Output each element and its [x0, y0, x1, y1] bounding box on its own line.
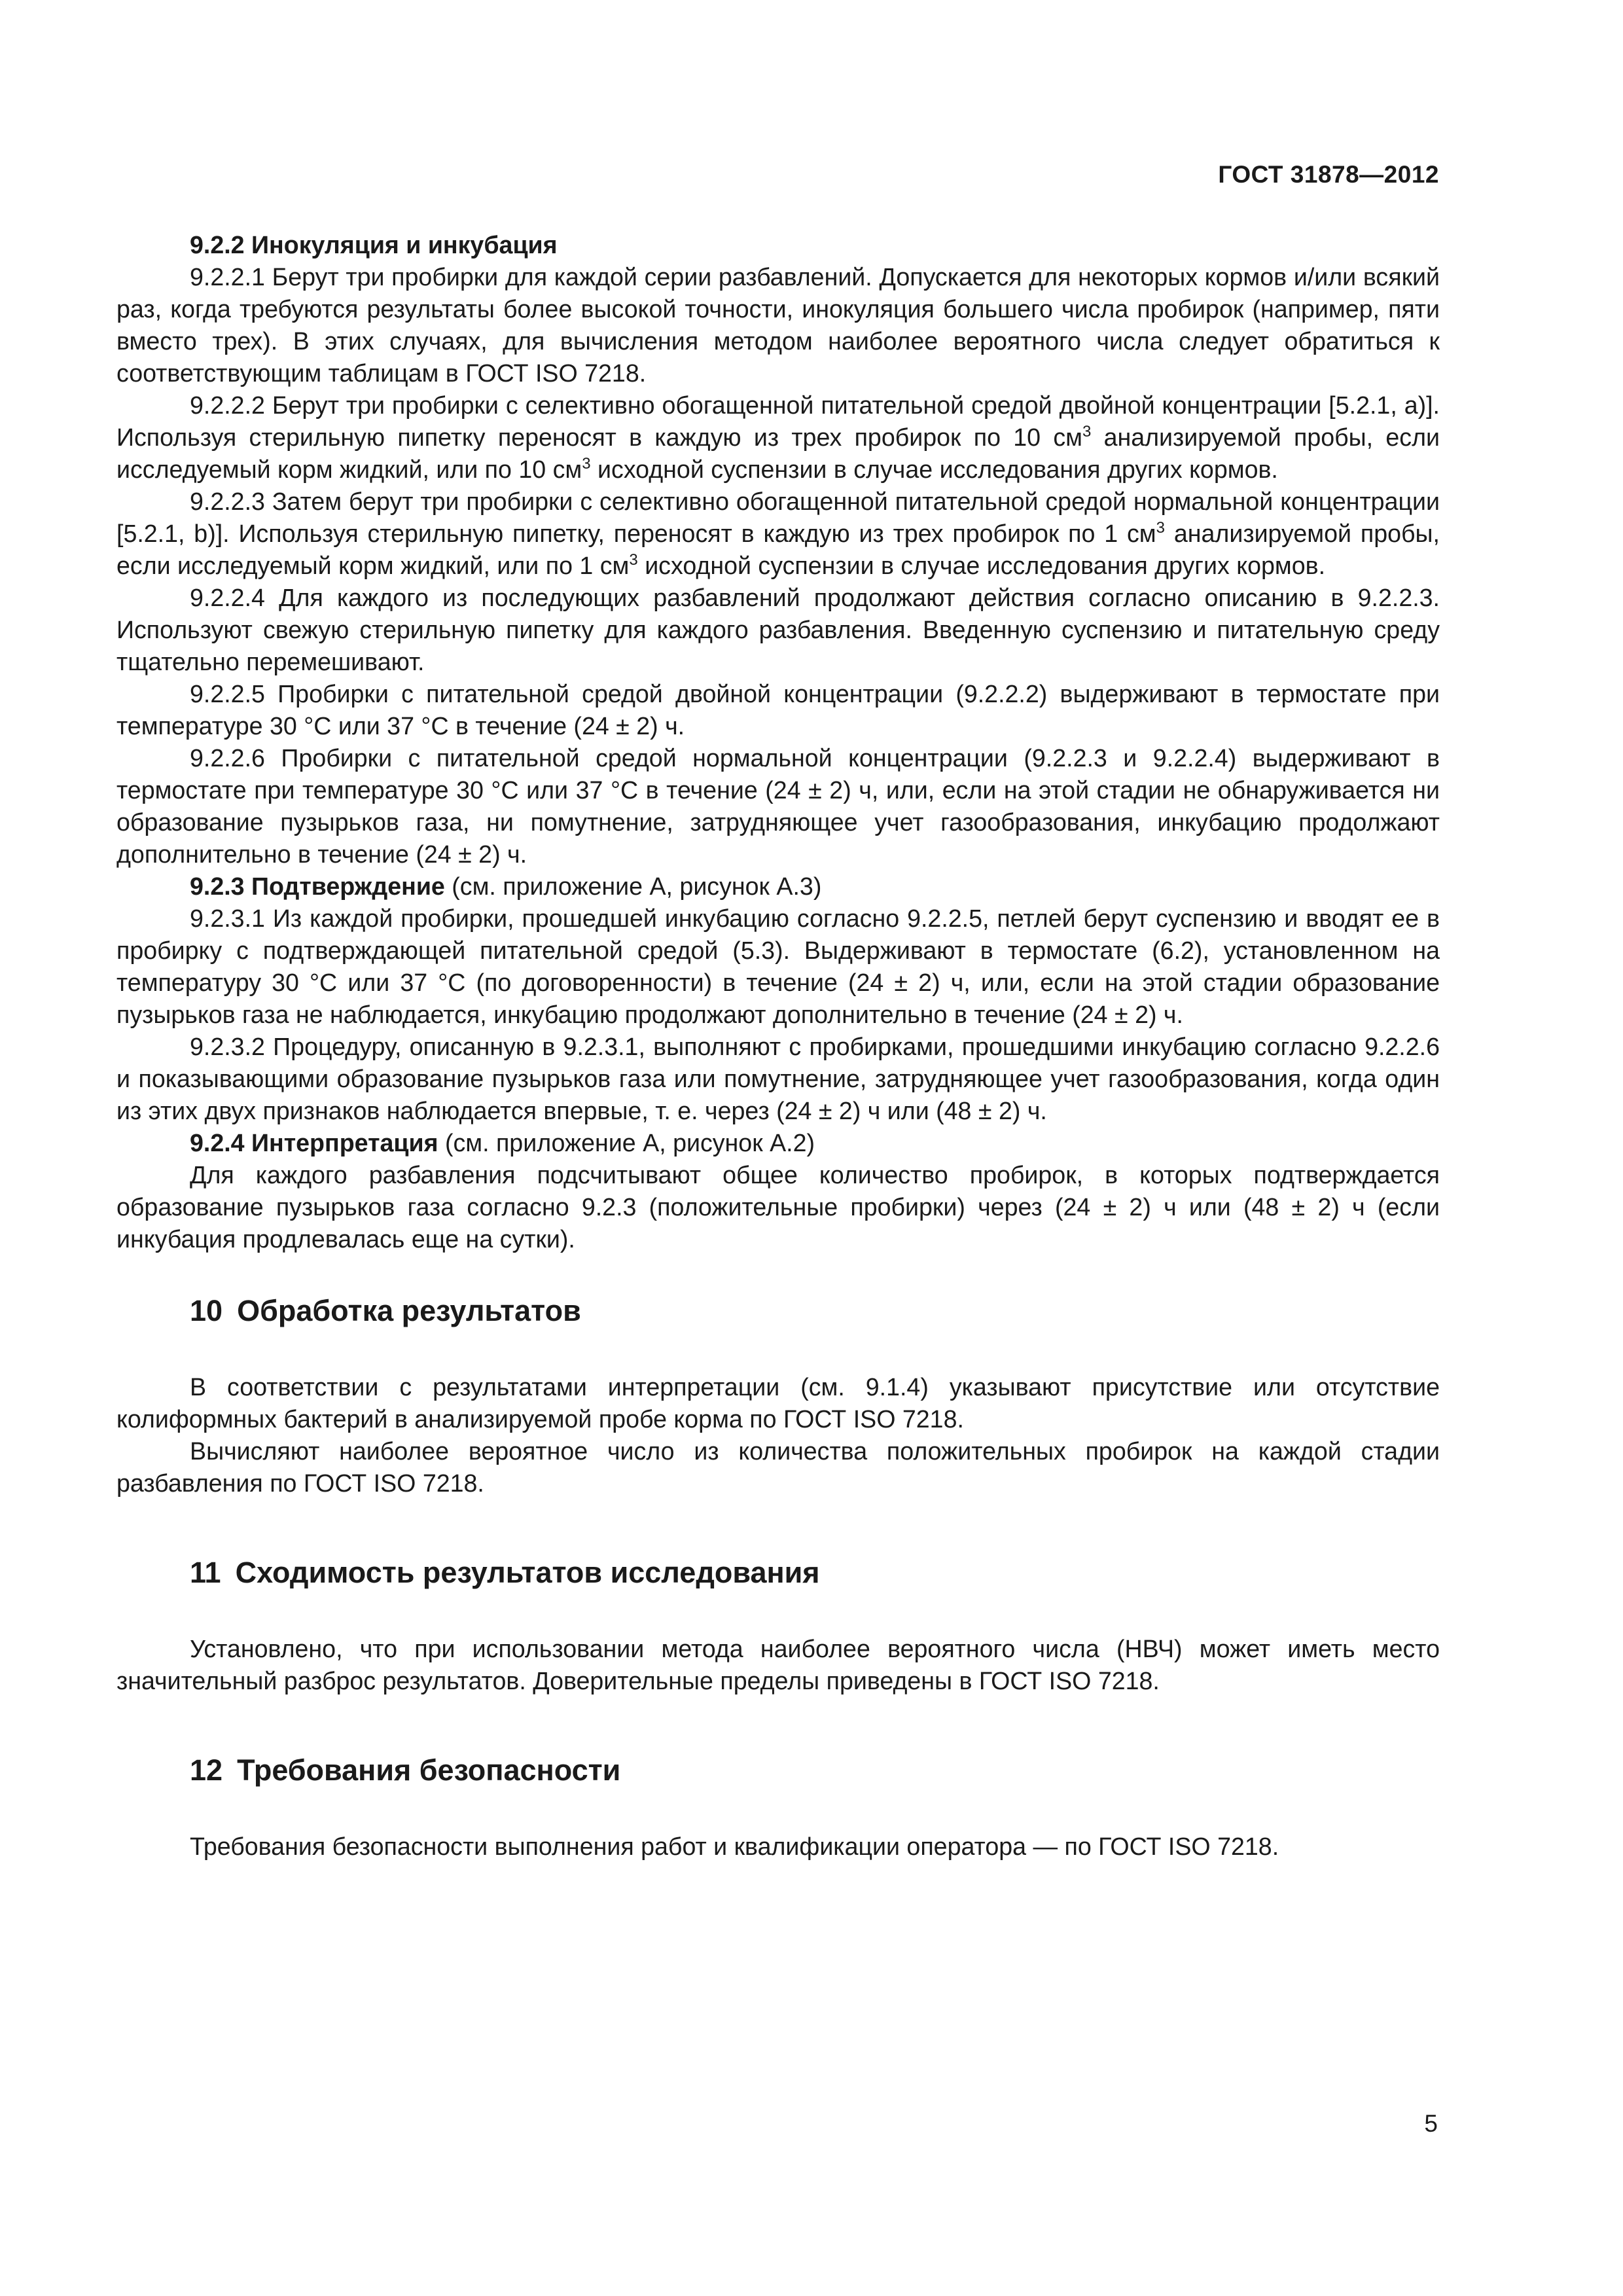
paragraph-9-2-3-2: 9.2.3.2 Процедуру, описанную в 9.2.3.1, выполняют с пробирками, прошедшими инкубацию согласно 9.2.2.6 и показывающими образование пузырьков газа или помутнение, затрудняющее учет газообразования, когда один из этих двух признаков наблюдается впервые, т. е. через (24 ± 2) ч или (48 ± 2) ч.: [116, 1033, 1440, 1124]
paragraph-9-2-2-4: 9.2.2.4 Для каждого из последующих разбавлений продолжают действия согласно описанию в 9.2.2.3. Используют свежую стерильную пипетку для каждого разбавления. Введенную суспензию и питательную среду тщательно перемешивают.: [116, 584, 1440, 675]
subsection-title: Инокуляция и инкубация: [251, 231, 558, 259]
paragraph-9-2-4: Для каждого разбавления подсчитывают общее количество пробирок, в которых подтверждается образование пузырьков газа согласно 9.2.3 (положительные пробирки) через (24 ± 2) ч или (48 ± 2) ч (если инкубация продлевалась еще на сутки).: [116, 1161, 1440, 1253]
superscript: 3: [629, 551, 638, 569]
paragraph-9-2-2-2: [116, 389, 1440, 486]
text-fragment: анализируемой пробы, если исследуемый корм жидкий, или по 10 см: [116, 423, 1440, 483]
section-title: Обработка результатов: [237, 1294, 581, 1327]
subsection-reference: (см. приложение А, рисунок А.2): [438, 1129, 815, 1157]
section-heading-10: [116, 1291, 1440, 1331]
paragraph-12-1: Требования безопасности выполнения работ и квалификации оператора — по ГОСТ ISO 7218.: [190, 1833, 1279, 1860]
spacer: [116, 1697, 1440, 1751]
spacer: [116, 1592, 1440, 1633]
section-title: Требования безопасности: [237, 1753, 621, 1787]
section-number: 10: [190, 1294, 223, 1327]
section-title: Сходимость результатов исследования: [235, 1556, 820, 1589]
spacer: [116, 1790, 1440, 1831]
text-fragment: исходной суспензии в случае исследования других кормов.: [637, 552, 1326, 579]
document-body: [116, 229, 1440, 1863]
subsection-number: 9.2.3: [190, 872, 245, 900]
superscript: 3: [582, 455, 591, 473]
document-code: ГОСТ 31878—2012: [1218, 161, 1439, 188]
text-fragment: исходной суспензии в случае исследования других кормов.: [590, 456, 1278, 483]
paragraph-9-2-2-1: 9.2.2.1 Берут три пробирки для каждой серии разбавлений. Допускается для некоторых кормов и/или всякий раз, когда требуются результаты более высокой точности, инокуляция большего числа пробирок (например, пяти вместо трех). В этих случаях, для вычисления методом наиболее вероятного числа следует обратиться к соответствующим таблицам в ГОСТ ISO 7218.: [116, 263, 1440, 387]
section-heading-12: [116, 1751, 1440, 1790]
paragraph-9-2-3-1: 9.2.3.1 Из каждой пробирки, прошедшей инкубацию согласно 9.2.2.5, петлей берут суспензию и вводят ее в пробирку с подтверждающей питательной средой (5.3). Выдерживают в термостате (6.2), установленном на температуру 30 °С или 37 °С (по договоренности) в течение (24 ± 2) ч, или, если на этой стадии образование пузырьков газа не наблюдается, инкубацию продолжают дополнительно в течение (24 ± 2) ч.: [116, 905, 1440, 1028]
subsection-heading-9-2-4: [116, 1127, 1440, 1159]
subsection-heading-9-2-3: [116, 870, 1440, 903]
subsection-number: 9.2.4: [190, 1129, 245, 1157]
paragraph-11-1: Установлено, что при использовании метода наиболее вероятного числа (НВЧ) может иметь место значительный разброс результатов. Доверительные пределы приведены в ГОСТ ISO 7218.: [116, 1635, 1440, 1695]
subsection-title: Интерпретация: [251, 1129, 438, 1157]
page-number: 5: [1424, 2110, 1438, 2137]
section-number: 12: [190, 1753, 223, 1787]
subsection-heading-9-2-2: [116, 229, 1440, 261]
text-fragment: 9.2.2.2 Берут три пробирки с селективно обогащенной питательной средой двойной концентрации [5.2.1, a)]. Используя стерильную пипетку переносят в каждую из трех пробирок по 10 см: [116, 391, 1440, 451]
subsection-number: 9.2.2: [190, 231, 245, 259]
paragraph-9-2-2-5: 9.2.2.5 Пробирки с питательной средой двойной концентрации (9.2.2.2) выдерживают в термостате при температуре 30 °С или 37 °С в течение (24 ± 2) ч.: [116, 680, 1440, 740]
spacer: [116, 1331, 1440, 1371]
superscript: 3: [1156, 519, 1166, 537]
text-fragment: 9.2.2.3 Затем берут три пробирки с селективно обогащенной питательной средой нормальной концентрации [5.2.1, b)]. Используя стерильную пипетку, переносят в каждую из трех пробирок по 1 см: [116, 488, 1440, 547]
paragraph-9-2-2-3: [116, 486, 1440, 582]
subsection-title: Подтверждение: [251, 872, 445, 900]
paragraph-9-2-2-6: 9.2.2.6 Пробирки с питательной средой нормальной концентрации (9.2.2.3 и 9.2.2.4) выдерживают в термостате при температуре 30 °С или 37 °С в течение (24 ± 2) ч, или, если на этой стадии не обнаруживается ни образование пузырьков газа, ни помутнение, затрудняющее учет газообразования, инкубацию продолжают дополнительно в течение (24 ± 2) ч.: [116, 744, 1440, 868]
superscript: 3: [1082, 423, 1092, 440]
text-fragment: анализируемой пробы, если исследуемый корм жидкий, или по 1 см: [116, 520, 1440, 579]
section-number: 11: [190, 1556, 221, 1589]
spacer: [116, 1255, 1440, 1291]
paragraph-10-2: Вычисляют наиболее вероятное число из количества положительных пробирок на каждой стадии разбавления по ГОСТ ISO 7218.: [116, 1437, 1440, 1497]
subsection-reference: (см. приложение А, рисунок А.3): [444, 872, 822, 900]
spacer: [116, 1499, 1440, 1553]
paragraph-10-1: В соответствии с результатами интерпретации (см. 9.1.4) указывают присутствие или отсутствие колиформных бактерий в анализируемой пробе корма по ГОСТ ISO 7218.: [116, 1373, 1440, 1433]
section-heading-11: [116, 1553, 1440, 1592]
